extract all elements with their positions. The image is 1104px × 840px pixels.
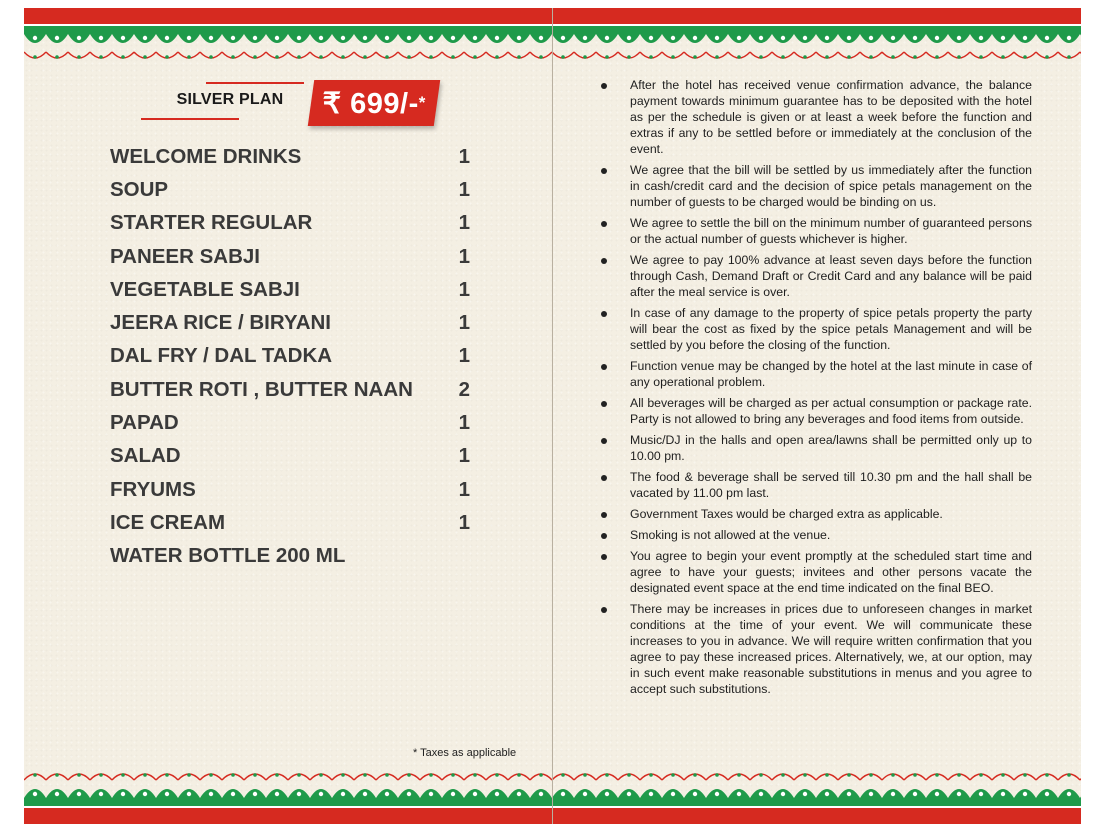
border-green-dot (187, 773, 191, 777)
border-green-dot (55, 55, 59, 59)
border-dot (385, 36, 389, 40)
border-dot (319, 36, 323, 40)
border-dot (847, 36, 851, 40)
menu-item-qty: 1 (458, 510, 470, 534)
border-dot (737, 36, 741, 40)
border-green-dot (451, 773, 455, 777)
border-green-dot (627, 55, 631, 59)
border-green-dot (759, 55, 763, 59)
border-green-dot (935, 773, 939, 777)
term-item (598, 506, 1032, 522)
border-dot (737, 792, 741, 796)
border-dot (77, 792, 81, 796)
border-dot (649, 36, 653, 40)
border-dot (627, 792, 631, 796)
border-green-dot (1067, 773, 1071, 777)
border-dot (231, 792, 235, 796)
menu-item (110, 406, 470, 439)
menu-item (110, 240, 470, 273)
border-green-dot (803, 55, 807, 59)
border-green-dot (517, 773, 521, 777)
border-dot (55, 792, 59, 796)
border-green-dot (781, 773, 785, 777)
term-text: We agree to pay 100% advance at least seven days before the function through Cash, Demand Draft or Credit Card and any balance will be paid after the meal service is over. (630, 253, 1032, 299)
border-dot (33, 36, 37, 40)
border-dot (99, 36, 103, 40)
border-green-dot (649, 55, 653, 59)
term-text: We agree to settle the bill on the minimum number of guaranteed persons or the actual number of guests whichever is higher. (630, 216, 1032, 246)
border-dot (715, 792, 719, 796)
menu-item (110, 440, 470, 473)
term-item (598, 252, 1032, 300)
border-green-dot (979, 55, 983, 59)
menu-item (110, 306, 470, 339)
border-dot (495, 792, 499, 796)
border-green-dot (737, 773, 741, 777)
border-dot (473, 36, 477, 40)
border-dot (913, 792, 917, 796)
border-green-dot (341, 773, 345, 777)
bullet-icon (601, 475, 607, 481)
border-dot (187, 36, 191, 40)
bullet-icon (601, 364, 607, 370)
border-green-dot (957, 55, 961, 59)
border-green-dot (891, 773, 895, 777)
border-dot (583, 36, 587, 40)
border-green-dot (209, 773, 213, 777)
border-green-dot (253, 773, 257, 777)
term-item (598, 215, 1032, 247)
border-dot (517, 36, 521, 40)
border-green-dot (143, 773, 147, 777)
menu-item-name: SALAD (110, 444, 181, 468)
border-dot (275, 792, 279, 796)
border-green-dot (627, 773, 631, 777)
border-dot (605, 36, 609, 40)
border-dot (187, 792, 191, 796)
menu-item-qty: 1 (458, 211, 470, 235)
terms-list (598, 77, 1032, 702)
menu-item-name: PANEER SABJI (110, 244, 260, 268)
border-dot (143, 792, 147, 796)
border-green-dot (913, 773, 917, 777)
border-green-dot (935, 55, 939, 59)
term-item (598, 601, 1032, 697)
border-green-dot (1045, 773, 1049, 777)
title-rule-top (206, 82, 304, 84)
border-dot (561, 792, 565, 796)
border-green-dot (143, 55, 147, 59)
border-dot (1045, 36, 1049, 40)
menu-item (110, 540, 470, 573)
border-dot (275, 36, 279, 40)
term-item (598, 432, 1032, 464)
border-dot (627, 36, 631, 40)
border-green-dot (869, 773, 873, 777)
border-green-dot (605, 55, 609, 59)
border-dot (33, 792, 37, 796)
menu-item-qty: 1 (458, 144, 470, 168)
price-value: ₹ 699/- (322, 87, 419, 120)
term-text: There may be increases in prices due to unforeseen changes in market conditions at the time of your event. We will communicate these increases to you in advance. We will require written confirmation that you agree to pay these increased prices. Alternatively, we, at our option, may in such event make reasonable substitutions in menus and you agree to accept such substitutions. (630, 602, 1032, 696)
border-dot (451, 36, 455, 40)
border-green-dot (121, 773, 125, 777)
menu-list (110, 140, 470, 573)
border-dot (363, 36, 367, 40)
border-green-dot (825, 55, 829, 59)
menu-item-name: WELCOME DRINKS (110, 144, 302, 168)
bullet-icon (601, 533, 607, 539)
border-green-dot (231, 773, 235, 777)
bullet-icon (601, 168, 607, 174)
menu-item-qty: 1 (458, 477, 470, 501)
border-dot (781, 792, 785, 796)
border-dot (913, 36, 917, 40)
border-green-dot (561, 773, 565, 777)
border-green-dot (737, 55, 741, 59)
border-dot (605, 792, 609, 796)
border-green-dot (759, 773, 763, 777)
border-green-dot (319, 55, 323, 59)
border-green-dot (539, 55, 543, 59)
menu-item (110, 140, 470, 173)
term-item (598, 358, 1032, 390)
menu-item-qty: 1 (458, 311, 470, 335)
border-green-dot (517, 55, 521, 59)
border-green-dot (825, 773, 829, 777)
border-dot (517, 792, 521, 796)
border-green-dot (1023, 55, 1027, 59)
term-text: You agree to begin your event promptly at the scheduled start time and agree to have your guests; invitees and other persons vacate the designated event space at the end time indicated on the final BEO. (630, 549, 1032, 595)
border-green-dot (583, 55, 587, 59)
border-dot (495, 36, 499, 40)
border-green-dot (33, 55, 37, 59)
border-green-dot (165, 773, 169, 777)
page-fold (552, 8, 553, 824)
bullet-icon (601, 83, 607, 89)
border-dot (935, 36, 939, 40)
border-green-dot (847, 55, 851, 59)
border-dot (1067, 36, 1071, 40)
border-green-dot (869, 55, 873, 59)
border-dot (1023, 792, 1027, 796)
border-dot (781, 36, 785, 40)
menu-item (110, 506, 470, 539)
border-green-dot (561, 55, 565, 59)
border-green-dot (891, 55, 895, 59)
border-green-dot (1045, 55, 1049, 59)
menu-item-qty: 1 (458, 344, 470, 368)
term-text: Government Taxes would be charged extra as applicable. (630, 507, 943, 521)
menu-item-name: WATER BOTTLE 200 ML (110, 544, 346, 568)
border-green-dot (1023, 773, 1027, 777)
border-dot (407, 36, 411, 40)
border-dot (319, 792, 323, 796)
border-green-dot (253, 55, 257, 59)
border-green-dot (407, 55, 411, 59)
border-green-dot (671, 55, 675, 59)
border-dot (583, 792, 587, 796)
border-dot (209, 792, 213, 796)
border-green-dot (957, 773, 961, 777)
border-dot (1067, 792, 1071, 796)
border-green-dot (649, 773, 653, 777)
border-green-dot (385, 55, 389, 59)
border-green-dot (385, 773, 389, 777)
menu-item-name: JEERA RICE / BIRYANI (110, 311, 331, 335)
border-dot (341, 792, 345, 796)
border-green-dot (297, 773, 301, 777)
border-dot (935, 792, 939, 796)
border-dot (1001, 36, 1005, 40)
menu-item-qty: 1 (458, 444, 470, 468)
border-green-dot (715, 773, 719, 777)
term-text: All beverages will be charged as per actual consumption or package rate. Party is not allowed to bring any beverages and food items from outside. (630, 396, 1032, 426)
border-dot (253, 792, 257, 796)
border-green-dot (363, 773, 367, 777)
border-dot (715, 36, 719, 40)
term-text: In case of any damage to the property of spice petals property the party will bear the cost as fixed by the spice petals Management and will be settled by you before the closing of the function. (630, 306, 1032, 352)
border-dot (1045, 792, 1049, 796)
border-dot (77, 36, 81, 40)
bullet-icon (601, 221, 607, 227)
border-dot (429, 792, 433, 796)
border-green-dot (913, 55, 917, 59)
border-dot (473, 792, 477, 796)
menu-item (110, 173, 470, 206)
border-green-dot (77, 773, 81, 777)
bullet-icon (601, 438, 607, 444)
border-dot (363, 792, 367, 796)
border-dot (341, 36, 345, 40)
border-green-dot (473, 55, 477, 59)
border-dot (55, 36, 59, 40)
term-text: After the hotel has received venue confirmation advance, the balance payment towards minimum guarantee has to be deposited with the hotel as per the schedule is given or at least a week before the function and extras if any to be settled before or immediately at the conclusion of the event. (630, 78, 1032, 156)
border-green-dot (77, 55, 81, 59)
border-green-dot (363, 55, 367, 59)
border-dot (957, 36, 961, 40)
menu-item-name: FRYUMS (110, 477, 196, 501)
term-text: The food & beverage shall be served till 10.30 pm and the hall shall be vacated by 11.00 pm last. (630, 470, 1032, 500)
menu-item-name: PAPAD (110, 411, 179, 435)
border-green-dot (605, 773, 609, 777)
menu-item-qty: 1 (458, 277, 470, 301)
border-dot (869, 36, 873, 40)
term-text: Smoking is not allowed at the venue. (630, 528, 831, 542)
term-item (598, 548, 1032, 596)
border-green-dot (1067, 55, 1071, 59)
border-dot (539, 36, 543, 40)
border-green-dot (693, 55, 697, 59)
border-dot (121, 36, 125, 40)
border-dot (759, 36, 763, 40)
border-green-dot (121, 55, 125, 59)
border-dot (539, 792, 543, 796)
bullet-icon (601, 401, 607, 407)
border-green-dot (275, 773, 279, 777)
border-green-dot (99, 55, 103, 59)
bullet-icon (601, 311, 607, 317)
border-dot (165, 792, 169, 796)
menu-item-name: ICE CREAM (110, 510, 226, 534)
menu-item-name: BUTTER ROTI , BUTTER NAAN (110, 377, 413, 401)
border-green-dot (495, 55, 499, 59)
border-green-dot (583, 773, 587, 777)
border-green-dot (495, 773, 499, 777)
border-green-dot (693, 773, 697, 777)
border-dot (671, 36, 675, 40)
border-green-dot (539, 773, 543, 777)
border-dot (121, 792, 125, 796)
border-green-dot (979, 773, 983, 777)
border-green-dot (715, 55, 719, 59)
border-dot (825, 792, 829, 796)
border-dot (671, 792, 675, 796)
border-green-dot (33, 773, 37, 777)
border-dot (979, 36, 983, 40)
menu-item-name: SOUP (110, 177, 169, 201)
border-dot (297, 792, 301, 796)
border-green-dot (1001, 773, 1005, 777)
border-dot (231, 36, 235, 40)
bullet-icon (601, 607, 607, 613)
menu-item (110, 473, 470, 506)
border-green-dot (341, 55, 345, 59)
border-green-dot (429, 55, 433, 59)
border-dot (1023, 36, 1027, 40)
border-green-dot (165, 55, 169, 59)
border-green-dot (451, 55, 455, 59)
border-green-dot (473, 773, 477, 777)
border-dot (847, 792, 851, 796)
border-dot (803, 792, 807, 796)
border-green-dot (671, 773, 675, 777)
border-green-dot (55, 773, 59, 777)
price-tag: ₹ 699/- * (308, 80, 440, 126)
border-dot (429, 36, 433, 40)
border-dot (1001, 792, 1005, 796)
border-dot (253, 36, 257, 40)
border-dot (297, 36, 301, 40)
menu-item (110, 207, 470, 240)
border-dot (649, 792, 653, 796)
border-dot (209, 36, 213, 40)
border-green-dot (429, 773, 433, 777)
border-dot (891, 792, 895, 796)
border-dot (451, 792, 455, 796)
border-dot (957, 792, 961, 796)
menu-item (110, 273, 470, 306)
border-dot (693, 792, 697, 796)
border-green-dot (781, 55, 785, 59)
border-green-dot (275, 55, 279, 59)
border-dot (759, 792, 763, 796)
border-green-dot (319, 773, 323, 777)
title-rule-bottom (141, 118, 239, 120)
border-dot (165, 36, 169, 40)
border-dot (385, 792, 389, 796)
term-item (598, 527, 1032, 543)
border-green-dot (407, 773, 411, 777)
border-green-dot (209, 55, 213, 59)
border-green-dot (231, 55, 235, 59)
border-dot (825, 36, 829, 40)
menu-item-name: DAL FRY / DAL TADKA (110, 344, 333, 368)
term-item (598, 469, 1032, 501)
border-green-dot (99, 773, 103, 777)
menu-item (110, 340, 470, 373)
border-dot (561, 36, 565, 40)
menu-item-qty: 1 (458, 411, 470, 435)
border-dot (979, 792, 983, 796)
term-item (598, 305, 1032, 353)
bullet-icon (601, 258, 607, 264)
menu-item-name: STARTER REGULAR (110, 211, 313, 235)
border-dot (407, 792, 411, 796)
term-text: Function venue may be changed by the hotel at the last minute in case of any operational problem. (630, 359, 1032, 389)
bullet-icon (601, 554, 607, 560)
border-dot (99, 792, 103, 796)
border-dot (143, 36, 147, 40)
menu-item-qty: 1 (458, 177, 470, 201)
menu-item-name: VEGETABLE SABJI (110, 277, 300, 301)
menu-item-qty: 1 (458, 244, 470, 268)
term-item (598, 162, 1032, 210)
border-dot (869, 792, 873, 796)
border-dot (693, 36, 697, 40)
menu-item (110, 373, 470, 406)
term-item (598, 395, 1032, 427)
border-green-dot (297, 55, 301, 59)
menu-item-qty: 2 (458, 377, 470, 401)
border-green-dot (1001, 55, 1005, 59)
border-green-dot (803, 773, 807, 777)
border-dot (891, 36, 895, 40)
term-item (598, 77, 1032, 157)
term-text: We agree that the bill will be settled by us immediately after the function in cash/credit card and the decision of spice petals management on the number of guests to be charged would be binding on us. (630, 163, 1032, 209)
term-text: Music/DJ in the halls and open area/lawns shall be permitted only up to 10.00 pm. (630, 433, 1032, 463)
border-green-dot (847, 773, 851, 777)
bullet-icon (601, 512, 607, 518)
border-dot (803, 36, 807, 40)
plan-title: SILVER PLAN (176, 91, 284, 108)
border-green-dot (187, 55, 191, 59)
tax-footnote: * Taxes as applicable (413, 747, 517, 759)
